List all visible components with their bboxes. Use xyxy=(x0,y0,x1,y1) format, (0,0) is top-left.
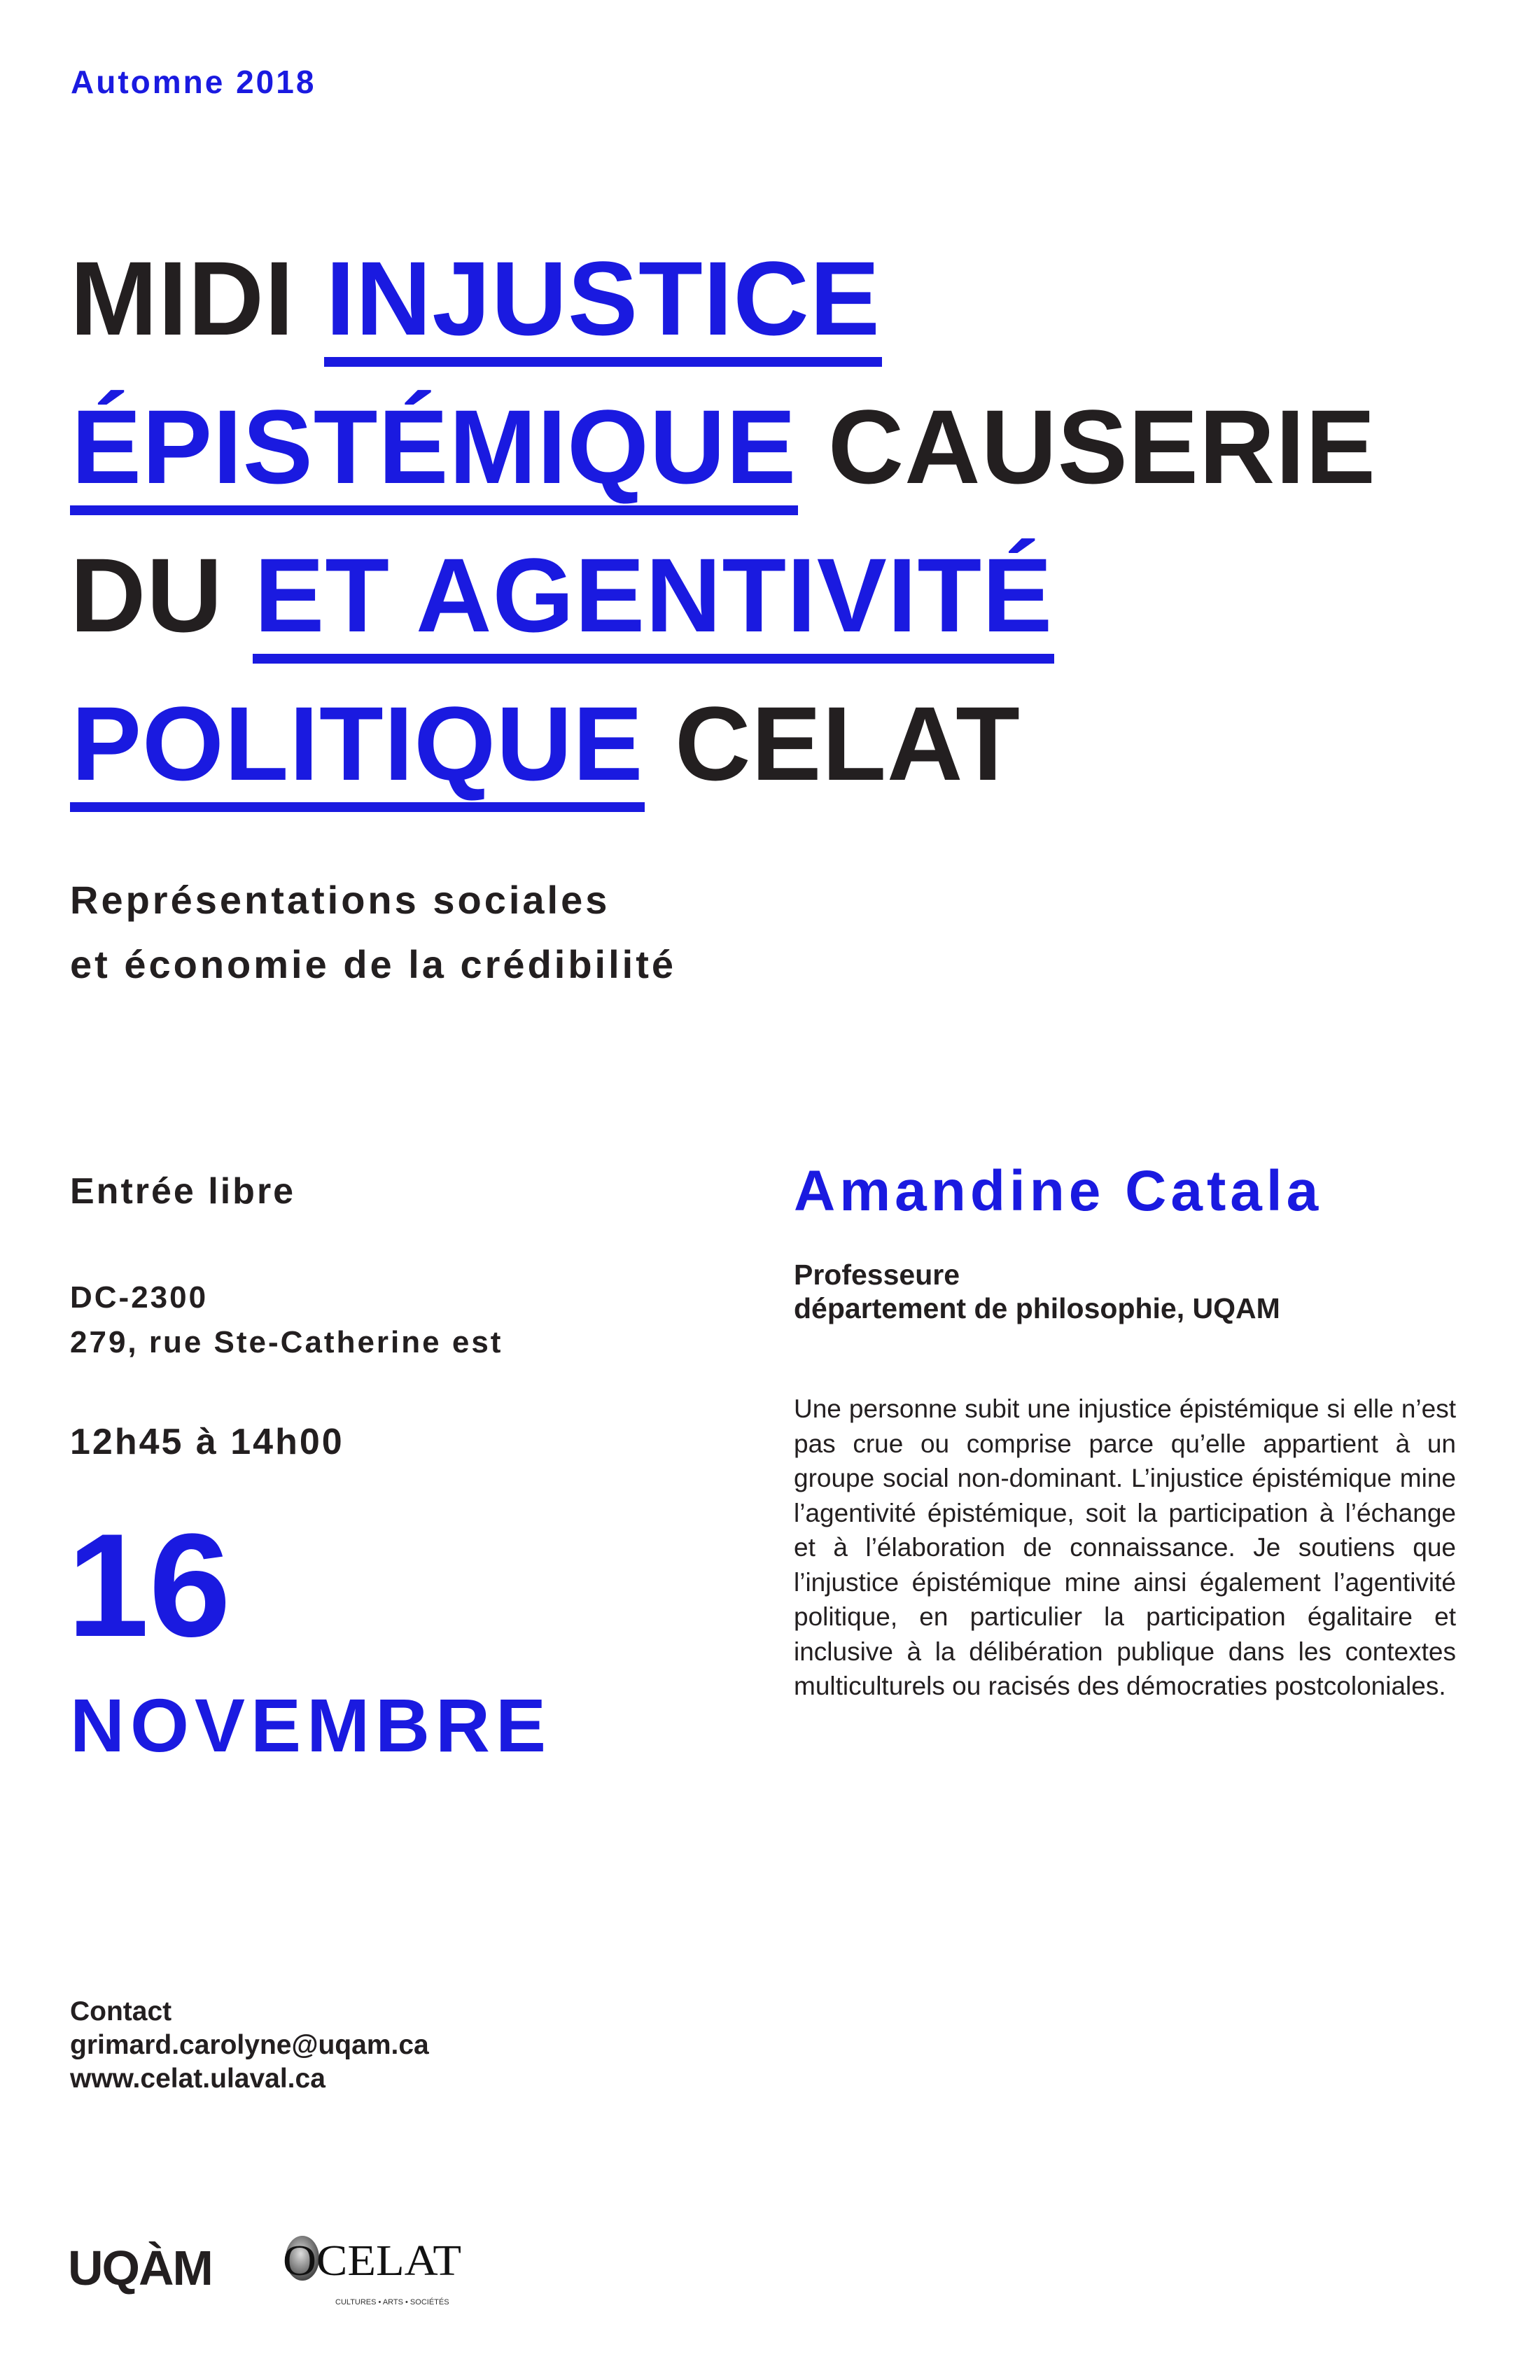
subtitle xyxy=(70,868,676,997)
title-highlight: POLITIQUE xyxy=(70,685,645,812)
title-line-3 xyxy=(70,521,1376,669)
contact-label: Contact xyxy=(70,1996,172,2026)
title-word: CELAT xyxy=(645,685,1021,802)
admission-label: Entrée libre xyxy=(70,1171,296,1212)
subtitle-line-2: et économie de la crédibilité xyxy=(70,942,677,986)
title-highlight: ÉPISTÉMIQUE xyxy=(70,388,798,515)
title-word: CAUSERIE xyxy=(798,388,1376,505)
title-word: MIDI xyxy=(70,239,325,357)
event-time: 12h45 à 14h00 xyxy=(70,1422,344,1462)
title-highlight: INJUSTICE xyxy=(324,239,881,367)
street-address: 279, rue Ste-Catherine est xyxy=(70,1325,503,1359)
title-line-2 xyxy=(70,372,1376,521)
page-title xyxy=(70,224,1376,818)
season-label: Automne 2018 xyxy=(71,64,316,100)
title-highlight: ET AGENTIVITÉ xyxy=(253,536,1054,664)
room-number: DC-2300 xyxy=(70,1280,209,1315)
event-day: 16 xyxy=(67,1503,231,1667)
speaker-department: département de philosophie, UQAM xyxy=(794,1292,1280,1324)
title-line-1 xyxy=(70,224,1376,372)
contact-block xyxy=(70,1995,429,2096)
speaker-name: Amandine Catala xyxy=(794,1159,1323,1223)
speaker-role xyxy=(794,1258,1280,1325)
title-line-4 xyxy=(70,669,1376,818)
celat-logo xyxy=(283,2233,465,2310)
event-month: NOVEMBRE xyxy=(70,1683,552,1768)
website-link[interactable]: www.celat.ulaval.ca xyxy=(70,2064,326,2094)
title-word: DU xyxy=(70,536,253,654)
speaker-title: Professeure xyxy=(794,1259,960,1291)
svg-text:OCELAT: OCELAT xyxy=(283,2237,461,2285)
contact-email-link[interactable]: grimard.carolyne@uqam.ca xyxy=(70,2030,429,2060)
talk-abstract: Une personne subit une injustice épistémique si elle n’est pas crue ou comprise parce qu’elle appartient à un groupe social non-dominant. L’injustice épistémique mine l’agentivité épistémique, soit la participation à l’échange et à l’élaboration de connaissance. Je soutiens que l’injustice épistémique mine ainsi également l’agentivité politique, en particulier la participation égalitaire et inclusive à la délibération publique dans les contextes multiculturels ou racisés des démocraties postcoloniales. xyxy=(794,1394,1456,1700)
svg-text:CULTURES • ARTS • SOCIÉTÉS: CULTURES • ARTS • SOCIÉTÉS xyxy=(335,2298,449,2306)
subtitle-line-1: Représentations sociales xyxy=(70,878,610,922)
event-location xyxy=(70,1275,503,1365)
uqam-logo: UQÀM xyxy=(68,2241,212,2295)
